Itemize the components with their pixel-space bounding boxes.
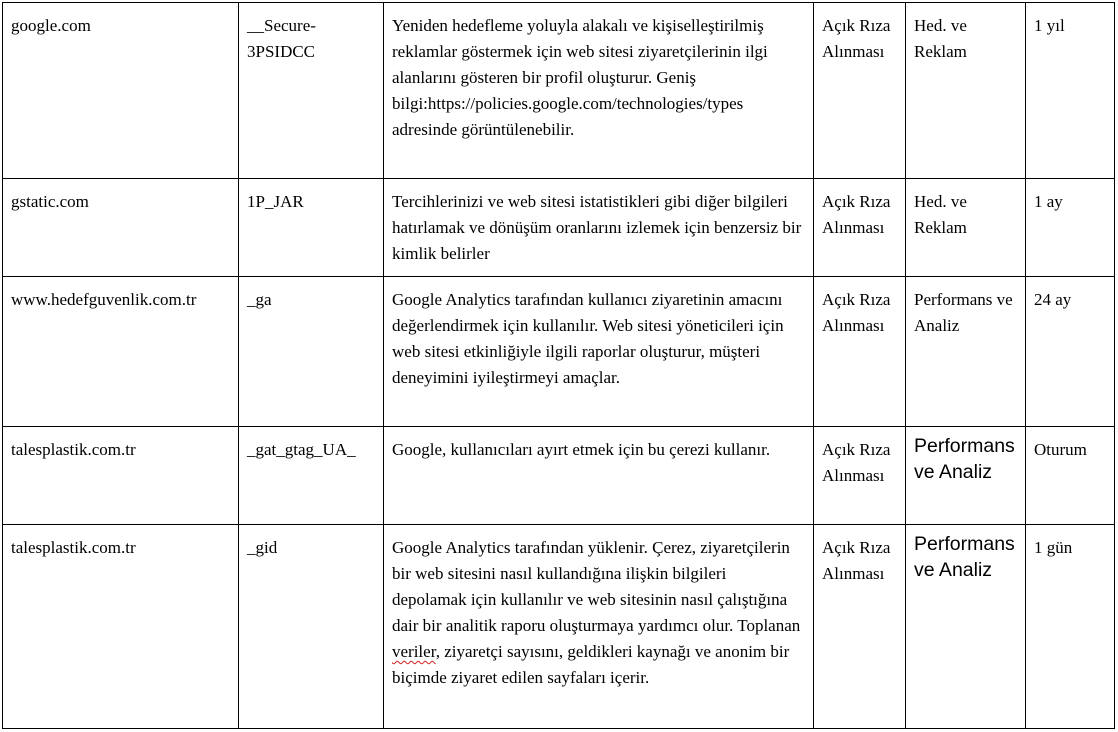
cookie-duration: 1 ay [1026,179,1115,277]
cookie-legal-basis: Açık Rıza Alınması [814,3,906,179]
cookie-legal-basis: Açık Rıza Alınması [814,179,906,277]
cookie-name: __Secure-3PSIDCC [239,3,384,179]
cookie-table [2,2,1115,729]
cookie-category: Performans ve Analiz [906,427,1026,525]
cookie-category: Performans ve Analiz [906,277,1026,427]
cookie-legal-basis: Açık Rıza Alınması [814,525,906,729]
cookie-name: 1P_JAR [239,179,384,277]
cookie-domain: gstatic.com [3,179,239,277]
table-row [3,427,1115,525]
description-text: , ziyaretçi sayısını, geldikleri kaynağı ve anonim bir biçimde ziyaret edilen sayfaları içerir. [392,642,790,687]
cookie-domain: talesplastik.com.tr [3,525,239,729]
cookie-duration: 1 gün [1026,525,1115,729]
table-row [3,179,1115,277]
table-row [3,525,1115,729]
cookie-legal-basis: Açık Rıza Alınması [814,277,906,427]
cookie-name: _gat_gtag_UA_ [239,427,384,525]
cookie-category: Hed. ve Reklam [906,179,1026,277]
cookie-description: Google, kullanıcıları ayırt etmek için bu çerezi kullanır. [384,427,814,525]
cookie-domain: google.com [3,3,239,179]
cookie-description: Yeniden hedefleme yoluyla alakalı ve kişiselleştirilmiş reklamlar göstermek için web sitesi ziyaretçilerinin ilgi alanlarını gösteren bir profil oluşturur. Geniş bilgi:https://policies.google.com/technologies/types adresinde görüntülenebilir. [384,3,814,179]
table-row [3,277,1115,427]
cookie-description [384,525,814,729]
description-text: Google Analytics tarafından yüklenir. Çerez, ziyaretçilerin bir web sitesini nasıl kullandığına ilişkin bilgileri depolamak için kullanılır ve web sitesinin nasıl çalıştığına dair bir analitik raporu oluşturmaya yardımcı olur. Toplanan [392,538,801,635]
cookie-name: _ga [239,277,384,427]
cookie-domain: www.hedefguvenlik.com.tr [3,277,239,427]
spellcheck-flagged-word: veriler [392,642,436,661]
cookie-description: Google Analytics tarafından kullanıcı ziyaretinin amacını değerlendirmek için kullanılır. Web sitesi yöneticileri için web sitesi etkinliğiyle ilgili raporlar oluşturur, müşteri deneyimini iyileştirmeyi amaçlar. [384,277,814,427]
cookie-duration: 24 ay [1026,277,1115,427]
cookie-category: Performans ve Analiz [906,525,1026,729]
cookie-legal-basis: Açık Rıza Alınması [814,427,906,525]
cookie-duration: Oturum [1026,427,1115,525]
cookie-category: Hed. ve Reklam [906,3,1026,179]
table-row [3,3,1115,179]
cookie-name: _gid [239,525,384,729]
cookie-description: Tercihlerinizi ve web sitesi istatistikleri gibi diğer bilgileri hatırlamak ve dönüşüm oranlarını izlemek için benzersiz bir kimlik belirler [384,179,814,277]
cookie-duration: 1 yıl [1026,3,1115,179]
cookie-domain: talesplastik.com.tr [3,427,239,525]
